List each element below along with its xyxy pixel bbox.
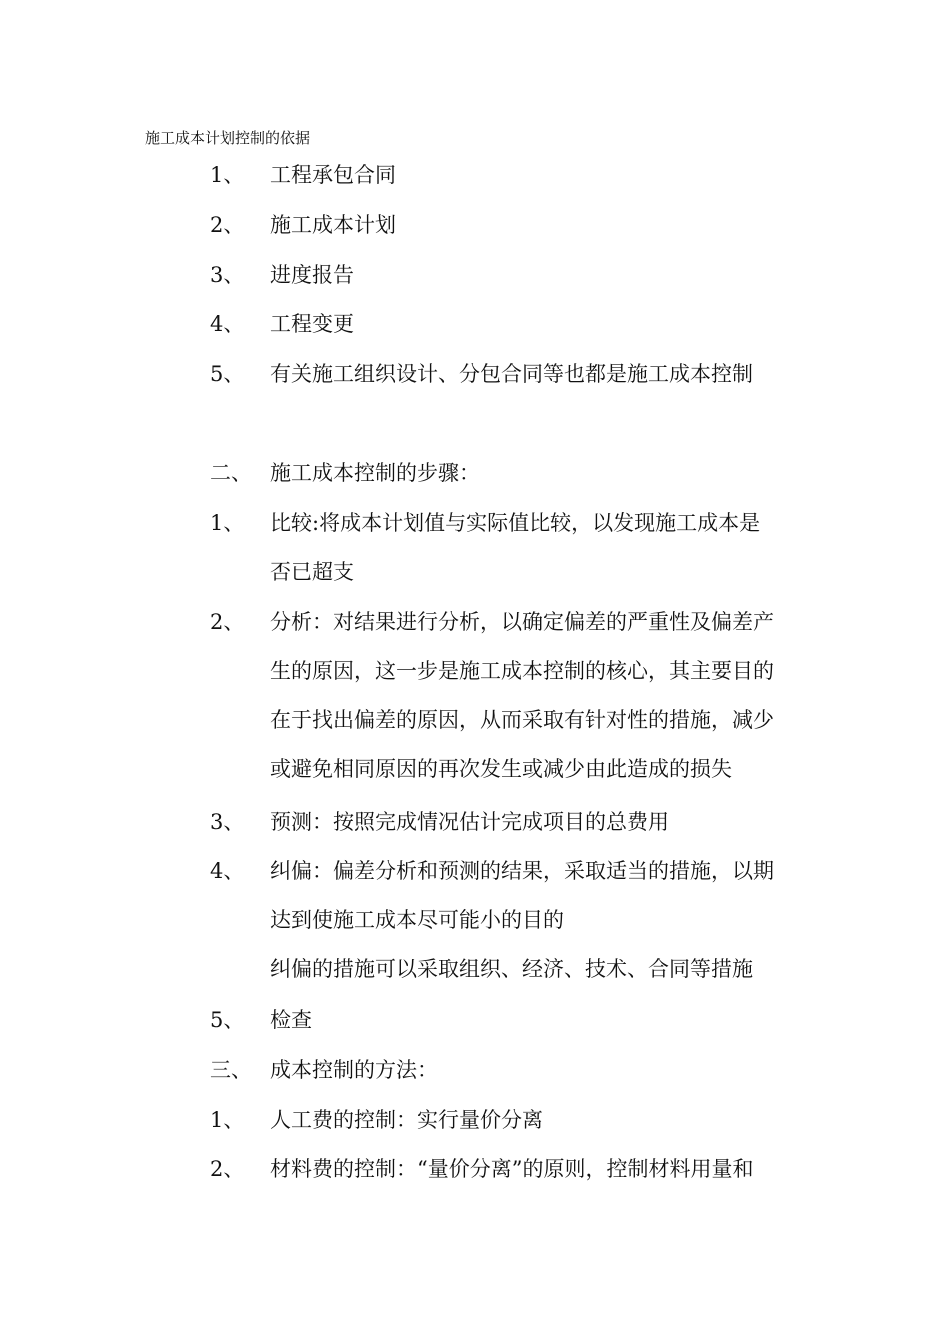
item-line: 工程变更 [270,312,354,336]
section-title [270,449,820,498]
item-line: 材料费的控制：“量价分离”的原则，控制材料用量和 [270,1157,754,1181]
item-line: 或避免相同原因的再次发生或减少由此造成的损失 [270,757,732,781]
item-text [270,1145,820,1194]
item-number: 3、 [210,810,245,834]
section-title-text: 成本控制的方法： [270,1058,438,1082]
item-line: 进度报告 [270,263,354,287]
section-number: 二、 [210,461,252,485]
item-number: 5、 [210,1008,245,1032]
item-text [270,1096,820,1145]
item-number: 1、 [210,511,245,535]
item-line: 否已超支 [270,560,354,584]
item-number: 1、 [210,1108,245,1132]
item-text [270,798,820,847]
item-line: 达到使施工成本尽可能小的目的 [270,908,564,932]
item-line: 纠偏的措施可以采取组织、经济、技术、合同等措施 [270,957,753,981]
item-number: 4、 [210,859,245,883]
item-line: 在于找出偏差的原因，从而采取有针对性的措施，减少 [270,708,774,732]
item-text [270,499,820,597]
item-text [270,847,820,994]
document-title: 施工成本计划控制的依据 [145,129,311,147]
item-number: 2、 [210,610,245,634]
item-number: 4、 [210,312,245,336]
item-number: 2、 [210,213,245,237]
item-line: 预测：按照完成情况估计完成项目的总费用 [270,810,669,834]
item-text [270,201,820,250]
item-line: 生的原因，这一步是施工成本控制的核心，其主要目的 [270,659,774,683]
section-title-text: 施工成本控制的步骤： [270,461,480,485]
item-text [270,151,820,200]
item-line: 纠偏：偏差分析和预测的结果，采取适当的措施，以期 [270,859,774,883]
item-line: 施工成本计划 [270,213,396,237]
item-line: 工程承包合同 [270,163,396,187]
item-number: 3、 [210,263,245,287]
item-text [270,350,820,399]
section-number: 三、 [210,1058,252,1082]
item-number: 2、 [210,1157,245,1181]
item-number: 1、 [210,163,245,187]
item-text [270,251,820,300]
item-text [270,300,820,349]
item-text [270,598,820,794]
item-text [270,996,820,1045]
item-number: 5、 [210,362,245,386]
item-line: 人工费的控制：实行量价分离 [270,1108,543,1132]
item-line: 检查 [270,1008,312,1032]
section-title [270,1046,820,1095]
item-line: 有关施工组织设计、分包合同等也都是施工成本控制 [270,362,753,386]
item-line: 分析：对结果进行分析，以确定偏差的严重性及偏差产 [270,610,774,634]
item-line: 比较:将成本计划值与实际值比较，以发现施工成本是 [270,511,761,535]
